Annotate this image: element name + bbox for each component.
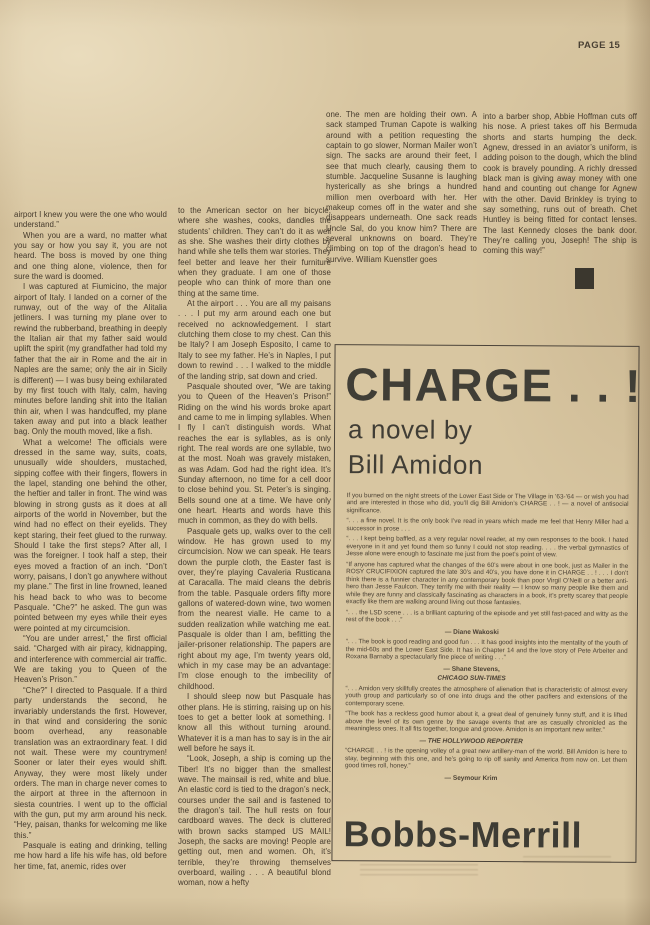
paragraph: to the American sector on her bicycle, where she washes, cooks, dandles the students’ children. They can’t do it as well as she. She washes their dirty clothes by hand while she tells them war stories. They feel better and leave her their furniture when they graduate. I am one of those people who can think of more than one thing at the same time. <box>178 206 331 298</box>
ad-quote-paragraph: “If anyone has captured what the changes of the 60’s were about in one book, just as Mailer in the ROSY CRUCIFIXION captured the late 30’s and 40’s, you have done it in CHARGE . . ! . . . I don’t think there is a funnier character in any contemporary book than poor Virgil O’Neill or a better anti-hero than Jesse Faulcon. They terrify me with their reality — I know so many people like them and while they are funny and classically fascinating as characters in a book, it’s pretty scarey that people exactly like them are walking around living out those fantasies. <box>345 560 629 607</box>
page-show-through-artifact <box>523 856 611 865</box>
article-column-1 <box>14 210 167 872</box>
paragraph: I was captured at Fiumicino, the major airport of Italy. I landed on a corner of the runway, out of the way of the Alitalia jetliners. I was turning my plane over to rewind the rubberband, breathing in deeply the Italian air that my father said would uplift the spirit (my grandfather had told my father that the air in Rome and the air in Naples are the same; only the air in Sicily is different) — I was busy being exhilarated by my first touch with Italy, calm, having minutes before landing shit into the Italian thin air, when I was handcuffed, my plane taken away and put into a black leather bag. Only the mouth moved, like a fish. <box>14 282 167 437</box>
book-advertisement <box>331 344 643 863</box>
article-column-3 <box>326 110 477 265</box>
ad-quote-attribution: — Shane Stevens, <box>443 665 500 673</box>
ad-quote-paragraph: “. . . The book is good reading and good fun . . . It has good insights into the mentality of the youth of the mid-60s and the Lower East Side. It has in Chapter 14 and the love story of Pete Arbeiter and Roxana Barnaby a spectacularly fine piece of writing . . .” <box>345 638 628 662</box>
paragraph: airport I knew you were the one who would understand.” <box>14 210 167 230</box>
ad-intro-paragraph: If you burned on the night streets of the Lower East Side or The Village in ’63-’64 — or wish you had and are interested in those who did, you’ll dig Bill Amidon’s CHARGE . . ! — a novel of antisocial significance. <box>346 491 629 514</box>
ad-quote-paragraph: “. . . the LSD scene . . . is a brilliant capturing of the episode and yet still fast-paced and witty as the rest of the book . . .” <box>345 608 628 624</box>
paragraph: “Che?” I directed to Pasquale. If a third party understands the second, he invariably understands the first. However, in that wind and considering the sonic boom overhead, any reasonable translation was an extraordinary feat. I did not wait. These were my countrymen! Sooner or later their eyes would shift. Anyway, they were most likely under orders. The man in charge never comes to the airport at three in the afternoon in siesta countries. I went up to the official with the gun, put my arm around his neck. “Hey, paisan, thanks for welcoming me like this.” <box>14 685 167 840</box>
page-show-through-artifact <box>360 864 478 879</box>
ad-author-name: Bill Amidon <box>347 448 484 480</box>
ad-publisher-name: Bobbs-Merrill <box>343 813 583 856</box>
ad-quote-attribution: — Seymour Krim <box>444 774 498 782</box>
ad-review-quotes <box>345 492 629 783</box>
paragraph: “You are under arrest,” the first official said. “Charged with air piracy, kidnapping, and interference with commercial air traffic. We are taking you to Queen of the Heaven’s Prison.” <box>14 634 167 685</box>
ad-quote-paragraph: “The book has a reckless good humor about it, a great deal of genuinely funny stuff, and it is lifted above the level of its own genre by the savage events that are as casually chronicled as the meaningless ones. It all fits together, tongue and groove. Amidon is an important new writer.” <box>345 710 628 734</box>
paragraph: What a welcome! The officials were dressed in the same way, suits, coats, unusually wide shoulders, mustached, sipping coffee with their fingers, flowers in the lapel, standing one behind the other, the heftier and taller in front. The wind was blowing in strong gusts as it does at all airports of the world in November, but the wind had no effect on their eyelids. They kept staring, their feet glued to the runway. Should I take the first steps? After all, I was the foreigner. I took half a step, their eyes moved a fraction of an inch. “Don’t worry, paisans, I don’t go anywhere without my plane.” The first in line frowned, leaned his head back to who was to become Pasquale. “Che?” he asked. The gun was pointed between my eyes while their eyes were pointed at my circumcision. <box>14 437 167 633</box>
paragraph: At the airport . . . You are all my paisans . . . I put my arm around each one but received no acknowledgement. I start clutching them close to my chest. Can this be Italy? I am Joseph Esposito, I came to Italy to see my father. He’s in Naples, I put down to rewind . . . I walked to the middle of the landing strip, sat down and cried. <box>178 299 331 381</box>
paragraph: into a barber shop, Abbie Hoffman cuts off his nose. A priest takes off his Bermuda shorts and starts humping the deck. Agnew, dressed in an aviator’s uniform, is adding poison to the dough, which the blind cook is bravely pounding. A richly dressed black man is giving away money with one hand and counting out change for Agnew with the other. David Brinkley is trying to say something, runs out of breath. Chet Huntley is being fitted for contact lenses. The last Kennedy closes the bank door. They’re calling you, Joseph! The ship is coming this way!” <box>483 112 637 256</box>
ad-quote-paragraph: “CHARGE . . ! is the opening volley of a great new artillery-man of the world. Bill Amidon is here to stay, beginning with this one, and he’s going to rip off sanity and America from now on. Let them good times roll, honey.” <box>344 747 628 770</box>
paragraph: Pasquale shouted over, “We are taking you to Queen of the Heaven’s Prison!” Riding on the wind his words broke apart and came to me in limping syllables. When I fly I can’t distinguish words. What reaches the ear is syllables, as is only right. The real words are one syllable, two at the most. Noah was gravely mistaken, as was Adam. God had the right idea. It’s Sunday afternoon, no time for a cell door to close behind you. St. Peter’s is singing. Bells sound one at a time. We have only one heart. Hearts and words have this much in common, as they do with bells. <box>178 381 331 526</box>
ad-quote-paragraph: “. . . Amidon very skillfully creates the atmosphere of alienation that is characteristic of almost every youth group and particularly so of one into drugs and the other pacifiers and extensions of the contemporary scene. <box>345 684 628 708</box>
paragraph: “Look, Joseph, a ship is coming up the Tiber! It’s no bigger than the smallest wave. The mainsail is red, white and blue. An elastic cord is tied to the dragon’s neck, courses under the sail and is fastened to the dragon’s tail. The hull rests on four cardboard waves. The deck is cluttered with brown sacks stamped US MAIL! Joseph, the sacks are moving! People are getting out, men and women. Oh, it’s terrible, they’re throwing themselves overboard, wailing . . . A beautiful blond woman, now a hefty <box>178 754 331 888</box>
paragraph: Pasquale is eating and drinking, telling me how hard a life his wife has, old before her time, fat, anemic, rides over <box>14 840 167 871</box>
ad-byline-prefix: a novel by <box>347 413 473 445</box>
ad-quote-attribution: — THE HOLLYWOOD REPORTER <box>419 737 523 745</box>
paragraph: one. The men are holding their own. A sack stamped Truman Capote is walking around with a petition requesting the captain to go slower, Norman Mailer won’t sign. The sacks are around their feet, I see that much clearly, causing them to stumble. Jacqueline Susanne is laughing hysterically as she brings a hundred million men overboard with her. Her makeup comes off in the water and she disappears underneath. One sack reads Uncle Sal, do you know him? There are several unknowns on board. They’re climbing on top of the dragon’s head to survive. William Kuenstler goes <box>326 110 477 264</box>
paragraph: When you are a ward, no matter what you say or how you say it, you are not heard. The boss is moved by one thing and one thing alone, violence, then for sure the ward is doomed. <box>14 230 167 282</box>
paragraph: I should sleep now but Pasquale has other plans. He is stirring, raising up on his toes to get a better look at something. I know all this without turning around. Whatever it is a man has to say is in the air well before he says it. <box>178 692 331 753</box>
ad-book-title: CHARGE . . ! <box>345 358 643 412</box>
ad-quote-paragraph: “. . . a fine novel. It is the only book I’ve read in years which made me feel that Henry Miller had a successor in prose . . . <box>346 517 629 533</box>
paragraph: Pasquale gets up, walks over to the cell window. He has grown used to my circumcision. Now we can speak. He tears down the purple cloth, the Easter fast is over, they’re playing Cavaleria Rusticana at Caracalla. The maid cleans the debris from the table. Pasquale orders fifty more gallons of watered-down wine, two women from the nearest vialle. He came to a sudden realization while watching me eat. Pasquale is older than I am, befitting the jailer-prisoner relationship. The papers are right about my age, I’m twenty years old, which in my case may be an advantage: I’m close enough to the imbecility of childhood. <box>178 526 331 691</box>
ad-quote-attribution: CHICAGO SUN-TIMES <box>437 674 506 683</box>
page-number-label: PAGE 15 <box>578 40 621 51</box>
end-of-article-marker-icon <box>575 268 594 289</box>
ad-quote-paragraph: “. . . I kept being baffled, as a very regular novel reader, at my own responses to the book. I hated everyone in it and yet found them so funny I could not stop reading. . . . the verbal gymnastics of Jesse alone were enough to fascinate me just from the poet’s point of view. <box>346 535 629 559</box>
article-column-2 <box>178 206 331 889</box>
article-column-4 <box>483 112 637 257</box>
ad-quote-attribution: — Diane Wakoski <box>444 628 499 636</box>
